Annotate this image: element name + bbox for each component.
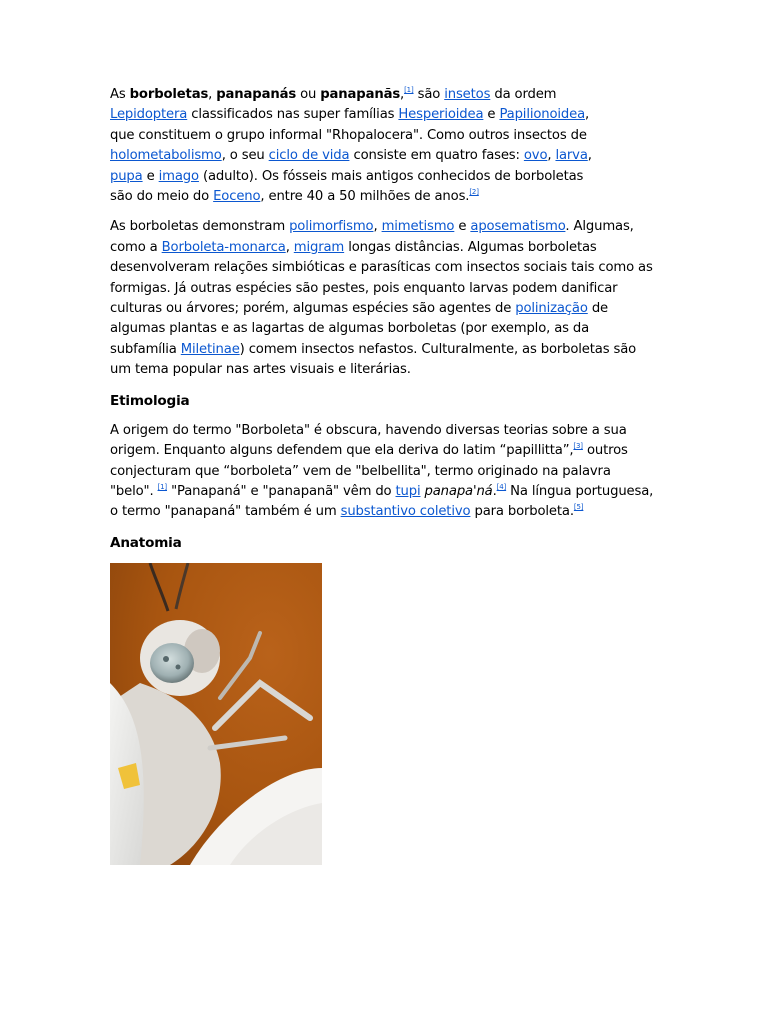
text-span: de algumas plantas e as lagartas de algumas borboletas (por exemplo, as da subfamília — [110, 301, 608, 357]
text-span: longas distâncias. Algumas borboletas desenvolveram relações simbióticas e parasíticas com insectos sociais tais como as formigas. Já outras espécies são pestes, pois enquanto larvas podem danificar culturas ou árvores; porém, algumas espécies são agentes de — [110, 239, 653, 317]
text-span: , — [547, 148, 552, 164]
text-span: para borboleta. — [474, 504, 574, 520]
link-tupi[interactable]: tupi — [395, 483, 421, 499]
text-span: As — [110, 87, 126, 102]
citation-link[interactable]: [5] — [573, 503, 584, 512]
link-ciclo-de-vida[interactable]: ciclo de vida — [268, 148, 350, 164]
link-borboleta-monarca[interactable]: Borboleta-monarca — [161, 239, 286, 255]
article-body — [110, 85, 658, 865]
term-panapanas: panapanás — [216, 87, 297, 102]
link-mimetismo[interactable]: mimetismo — [381, 219, 455, 235]
behaviour-paragraph — [110, 217, 658, 380]
text-span: (adulto). Os fósseis mais antigos conhecidos de borboletas são do meio do — [110, 168, 584, 205]
text-span: , — [373, 219, 378, 235]
link-lepidoptera[interactable]: Lepidoptera — [110, 107, 188, 123]
text-span: Na língua portuguesa, o termo "panapaná" também é um — [110, 483, 654, 520]
text-span: outros conjecturam que “borboleta” vem de "belbellita", termo originado na palavra "belo". — [110, 443, 628, 499]
text-span: ) comem insectos nefastos. Culturalmente, as borboletas são um tema popular nas artes visuais e literárias. — [110, 341, 637, 378]
intro-paragraph — [110, 85, 600, 207]
text-span: , que constituem o grupo informal "Rhopalocera". Como outros insectos de — [110, 107, 590, 143]
link-imago[interactable]: imago — [158, 168, 199, 184]
link-substantivo-coletivo[interactable]: substantivo coletivo — [340, 504, 471, 520]
text-span: A origem do termo "Borboleta" é obscura, havendo diversas teorias sobre a sua origem. Enquanto alguns defendem que ela deriva do latim “papillitta”, — [110, 422, 627, 459]
link-miletinae[interactable]: Miletinae — [180, 341, 240, 357]
term-borboletas: borboletas — [129, 87, 209, 102]
link-hesperioidea[interactable]: Hesperioidea — [398, 107, 484, 123]
term-panapanas-alt: panapanãs — [320, 87, 401, 102]
italic-term: panapa'ná — [424, 483, 493, 499]
link-holometabolismo[interactable]: holometabolismo — [110, 148, 222, 164]
text-span: , o seu — [221, 148, 265, 164]
link-polimorfismo[interactable]: polimorfismo — [289, 219, 374, 235]
text-span: , — [208, 87, 213, 102]
citation-link[interactable]: [1] — [157, 482, 168, 491]
text-span: e — [487, 107, 496, 123]
text-span: , — [587, 148, 592, 164]
text-span: "Panapaná" e "panapanã" vêm do — [171, 483, 392, 499]
citation-link[interactable]: [4] — [496, 482, 507, 491]
text-span: , — [285, 239, 290, 255]
citation-link[interactable]: [3] — [573, 442, 583, 451]
link-ovo[interactable]: ovo — [523, 148, 548, 164]
text-span: são — [417, 87, 441, 102]
text-span: classificados nas super famílias — [191, 107, 395, 123]
text-span: e — [458, 219, 467, 235]
butterfly-photo — [110, 563, 322, 865]
etymology-paragraph — [110, 421, 658, 523]
text-span: As borboletas demonstram — [110, 219, 286, 235]
citation-link[interactable]: [2] — [469, 188, 479, 197]
link-migram[interactable]: migram — [293, 239, 345, 255]
butterfly-head-closeup-image — [110, 563, 322, 865]
link-eoceno[interactable]: Eoceno — [213, 189, 261, 205]
text-span: , — [400, 87, 405, 102]
link-aposematismo[interactable]: aposematismo — [470, 219, 566, 235]
link-pupa[interactable]: pupa — [110, 168, 143, 184]
text-span: , entre 40 a 50 milhões de anos. — [260, 189, 470, 205]
heading-anatomia: Anatomia — [110, 534, 182, 551]
text-span: . — [492, 483, 497, 499]
text-span: consiste em quatro fases: — [353, 148, 520, 164]
link-papilionoidea[interactable]: Papilionoidea — [499, 107, 586, 123]
link-polinizacao[interactable]: polinização — [515, 301, 588, 317]
link-insetos[interactable]: insetos — [444, 87, 491, 102]
text-span: e — [146, 168, 155, 184]
text-span: . Algumas, como a — [110, 219, 634, 255]
link-larva[interactable]: larva — [555, 148, 588, 164]
text-span: ou — [300, 87, 317, 102]
text-span: da ordem — [494, 87, 557, 102]
citation-link[interactable]: [1] — [404, 86, 414, 94]
heading-etimologia: Etimologia — [110, 392, 190, 409]
